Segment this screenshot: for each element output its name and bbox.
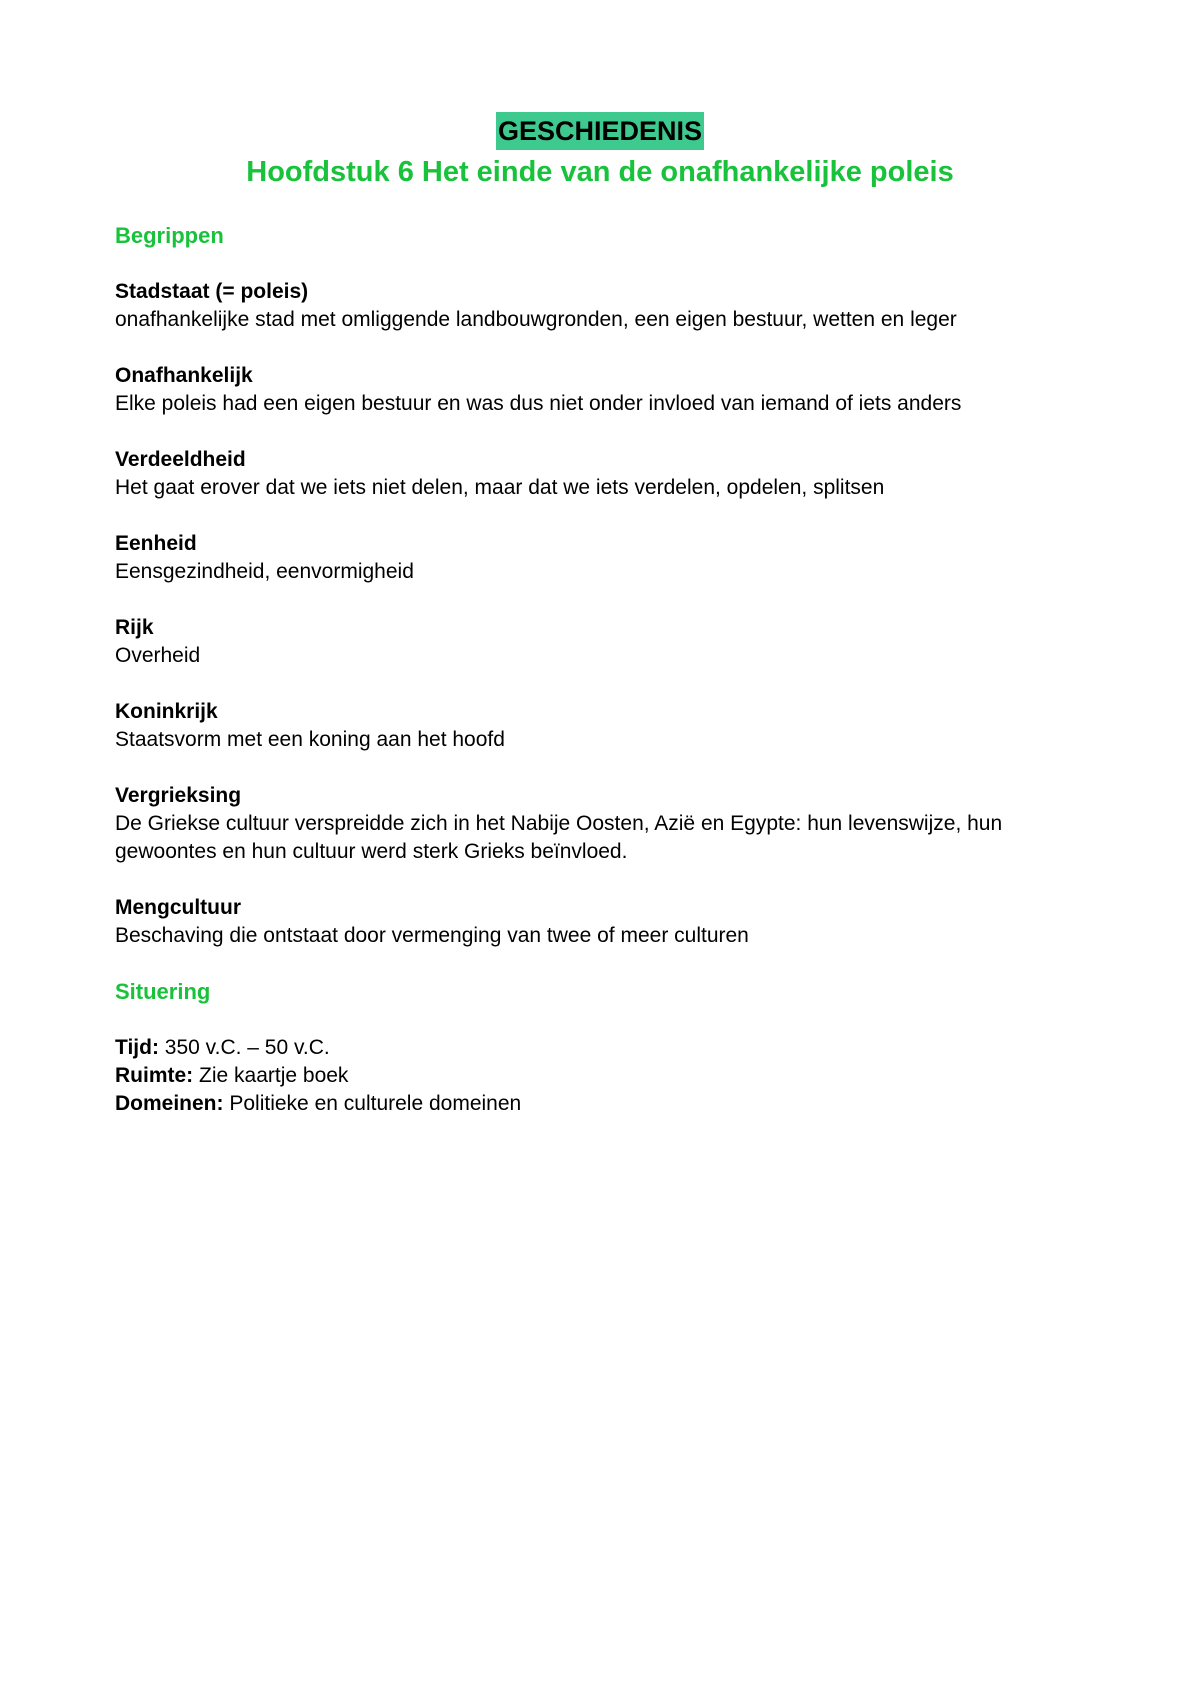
term-definition: Staatsvorm met een koning aan het hoofd [115, 728, 505, 751]
term-name: Mengcultuur [115, 896, 241, 919]
terms-list [115, 278, 1115, 950]
term-definition: Het gaat erover dat we iets niet delen, maar dat we iets verdelen, opdelen, splitsen [115, 476, 885, 499]
document-content [115, 222, 1115, 1118]
fact-value: 350 v.C. – 50 v.C. [164, 1036, 330, 1059]
term-name: Rijk [115, 616, 154, 639]
fact-domeinen [115, 1090, 1115, 1118]
term-mengcultuur [115, 894, 1115, 950]
term-definition: Overheid [115, 644, 201, 667]
term-name: Eenheid [115, 532, 197, 555]
fact-value: Zie kaartje boek [199, 1064, 349, 1087]
term-definition: De Griekse cultuur verspreidde zich in het Nabije Oosten, Azië en Egypte: hun levenswijze, hun gewoontes en hun cultuur werd sterk Grieks beïnvloed. [115, 812, 1003, 863]
section-heading-begrippen: Begrippen [115, 223, 224, 248]
term-eenheid [115, 530, 1115, 586]
fact-ruimte [115, 1062, 1115, 1090]
term-stadstaat [115, 278, 1115, 334]
term-name: Koninkrijk [115, 700, 218, 723]
fact-label: Ruimte: [115, 1064, 194, 1087]
fact-label: Domeinen: [115, 1092, 224, 1115]
term-definition: Eensgezindheid, eenvormigheid [115, 560, 414, 583]
term-definition: Beschaving die ontstaat door vermenging van twee of meer culturen [115, 924, 749, 947]
subject-title: GESCHIEDENIS [496, 112, 704, 150]
section-heading-situering: Situering [115, 979, 211, 1004]
term-name: Vergrieksing [115, 784, 242, 807]
chapter-title: Hoofdstuk 6 Het einde van de onafhankelijke poleis [246, 156, 954, 188]
fact-value: Politieke en culturele domeinen [229, 1092, 522, 1115]
situering-facts [115, 1034, 1115, 1118]
fact-label: Tijd: [115, 1036, 159, 1059]
term-koninkrijk [115, 698, 1115, 754]
term-rijk [115, 614, 1115, 670]
term-verdeeldheid [115, 446, 1115, 502]
term-vergrieksing [115, 782, 1115, 866]
subject-title-wrap [0, 112, 1200, 150]
term-definition: Elke poleis had een eigen bestuur en was dus niet onder invloed van iemand of iets anders [115, 392, 962, 415]
term-name: Verdeeldheid [115, 448, 246, 471]
term-name: Stadstaat (= poleis) [115, 280, 309, 303]
fact-tijd [115, 1034, 1115, 1062]
term-onafhankelijk [115, 362, 1115, 418]
term-name: Onafhankelijk [115, 364, 253, 387]
term-definition: onafhankelijke stad met omliggende landbouwgronden, een eigen bestuur, wetten en leger [115, 308, 957, 331]
